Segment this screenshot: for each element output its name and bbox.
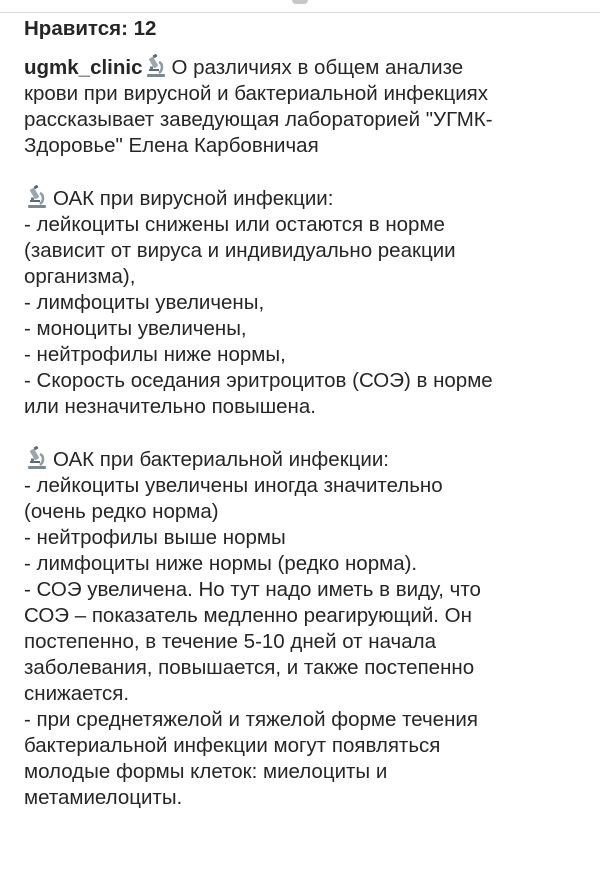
bacterial-line: СОЭ – показатель медленно реагирующий. Он [24, 604, 472, 627]
bacterial-line: - лимфоциты ниже нормы (редко норма). [24, 552, 418, 575]
viral-line: - лейкоциты снижены или остаются в норме [24, 213, 445, 236]
bacterial-line: - при среднетяжелой и тяжелой форме течения [24, 708, 478, 731]
viral-line: (зависит от вируса и индивидуально реакции [24, 239, 456, 262]
intro-text: Здоровье" Елена Карбовничая [24, 134, 319, 157]
bacterial-line: постепенно, в течение 5-10 дней от начала [24, 630, 436, 653]
bacterial-heading [24, 446, 580, 473]
bacterial-line: - нейтрофилы выше нормы [24, 526, 286, 549]
microscope-icon [26, 446, 48, 470]
bacterial-line: бактериальной инфекции могут появляться [24, 734, 441, 757]
intro-text: крови при вирусной и бактериальной инфекциях [24, 82, 489, 105]
viral-line: - Скорость оседания эритроцитов (СОЭ) в норме [24, 369, 493, 392]
bacterial-line: метамиелоциты. [24, 786, 183, 809]
caption-line [24, 54, 580, 81]
bacterial-line: снижается. [24, 682, 130, 705]
spacer [24, 420, 580, 446]
bacterial-line: - СОЭ увеличена. Но тут надо иметь в виду, что [24, 578, 481, 601]
bacterial-line: заболевания, повышается, и также постепенно [24, 656, 475, 679]
top-handle [292, 0, 308, 4]
spacer [24, 159, 580, 185]
viral-line: организма), [24, 265, 136, 288]
bacterial-line: молодые формы клеток: миелоциты и [24, 760, 388, 783]
post-caption [24, 16, 580, 811]
bacterial-heading-text: ОАК при бактериальной инфекции: [53, 448, 389, 471]
viral-line: - нейтрофилы ниже нормы, [24, 343, 286, 366]
viral-line: - моноциты увеличены, [24, 317, 247, 340]
likes-count[interactable]: Нравится: 12 [24, 17, 157, 40]
microscope-icon [145, 54, 167, 78]
bacterial-line: - лейкоциты увеличены иногда значительно [24, 474, 443, 497]
viral-line: или незначительно повышена. [24, 395, 316, 418]
viral-line: - лимфоциты увеличены, [24, 291, 265, 314]
bacterial-line: (очень редко норма) [24, 500, 219, 523]
viral-heading [24, 185, 580, 212]
viral-heading-text: ОАК при вирусной инфекции: [53, 187, 334, 210]
username-link[interactable]: ugmk_clinic [24, 56, 143, 79]
intro-text: О различиях в общем анализе [171, 56, 464, 79]
microscope-icon [26, 185, 48, 209]
intro-text: рассказывает заведующая лабораторией "УГМК- [24, 108, 493, 131]
top-border [0, 0, 600, 13]
